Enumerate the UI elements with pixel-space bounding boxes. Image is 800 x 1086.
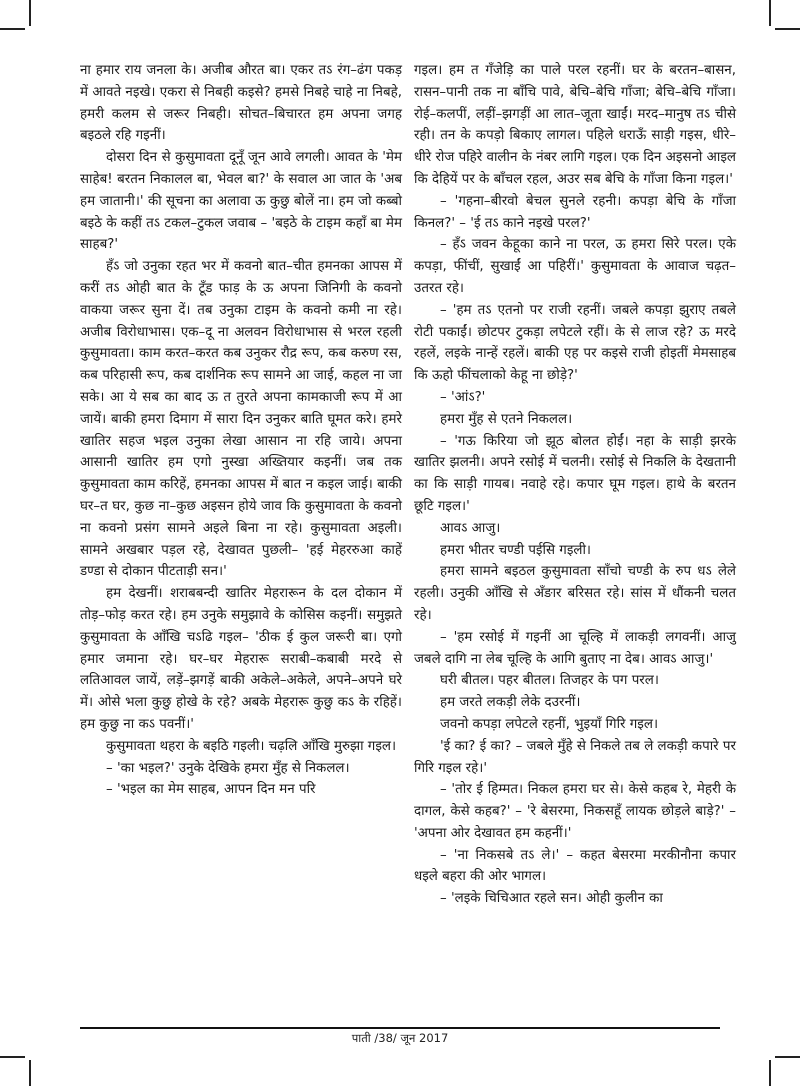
- paragraph: – 'भइल का मेम साहब, आपन दिन मन परि: [106, 782, 316, 798]
- crop-mark: [775, 1056, 800, 1058]
- paragraph: 'ई का? ई का? – जबले मुँहे से निकले तब ले लकड़ी कपारे पर गिरि गइल रहे।': [414, 738, 736, 776]
- paragraph: ना हमार राय जनला के। अजीब औरत बा। एकर तऽ रंग–ढंग पकड़ में आवते नइखे। एकरा से निबही कइसे? हमसे निबहे चाहे ना निबहे, हमरी कलम से जरूर निबही। सोचत–बिचारत हम अपना जगह बइठले रहि गइनीं।: [80, 63, 402, 144]
- crop-mark: [0, 28, 25, 30]
- left-column: [80, 60, 402, 801]
- right-column: [414, 60, 736, 910]
- crop-mark: [0, 1056, 25, 1058]
- paragraph: आवऽ आजु।: [440, 520, 501, 536]
- paragraph: – हँऽ जवन केहूका काने ना परल, ऊ हमरा सिरे परल। एके कपड़ा, फींचीं, सुखाईं आ पहिरीं।' कुसुमावता के आवाज चढ़त–उतरत रहे।: [414, 237, 736, 296]
- paragraph: हमरा मुँह से एतने निकलल।: [440, 411, 573, 427]
- paragraph: हमरा भीतर चण्डी पईसि गइली।: [440, 542, 592, 558]
- footer-rule: [80, 1027, 720, 1029]
- paragraph: गइल। हम त गँजेड़ि का पाले परल रहनीं। घर के बरतन–बासन, रासन–पानी तक ना बाँचि पावे, बेचि–बेचि गाँजा; बेचि–बेचि गाँजा। रोई–कलपीं, लड़ीं–झगड़ीं आ लात–जूता खाईं। मरद–मानुष तऽ चीसे रही। तन के कपड़ो बिकाए लागल। पहिले धराऊँ साड़ी गइस, धीरे–धीरे रोज पहिरे वालीन के नंबर लागि गइल। एक दिन अइसनो आइल कि देहियें पर के बाँचल रहल, अउर सब बेचि के गाँजा किना गइल।': [414, 63, 736, 187]
- paragraph: हमरा सामने बइठल कुसुमावता साँचो चण्डी के रुप धऽ लेले रहली। उनुकी आँखि से अँङार बरिसत रहे। सांस में धौंकनी चलत रहे।: [414, 564, 736, 623]
- paragraph: – 'हम तऽ एतनो पर राजी रहनीं। जबले कपड़ा झुराए तबले रोटी पकाईं। छोटपर टुकड़ा लपेटले रहीं। के से लाज रहे? ऊ मरदे रहलें, लइके नान्हें रहलें। बाकी एह पर कइसे राजी होइतीं मेमसाहब कि ऊहो फींचलाको केहू ना छोड़े?': [414, 302, 736, 384]
- paragraph: हम जरते लकड़ी लेके दउरनीं।: [440, 695, 581, 711]
- crop-mark: [775, 28, 800, 30]
- paragraph: जवनो कपड़ा लपेटले रहनीं, भुइयाँ गिरि गइल।: [440, 716, 659, 732]
- paragraph: – 'हम रसोई में गइनीं आ चूल्हि में लाकड़ी लगवनीं। आजु जबले दागि ना लेब चूल्हि के आगि बुताए ना देब। आवऽ आजु।': [414, 629, 736, 667]
- paragraph: हम देखनीं। शराबबन्दी खातिर मेहरारून के दल दोकान में तोड़–फोड़ करत रहे। हम उनुके समुझावे के कोसिस कइनीं। समुझते कुसुमावता के आँखि चऽढि गइल– 'ठीक ई कुल जरूरी बा। एगो हमार जमाना रहे। घर–घर मेहरारू सराबी–कबाबी मरदे से लतिआवल जायें, लड़ें–झगड़ें बाकी अकेले–अकेले, अपने–अपने घरे में। ओसे भला कुछु होखे के रहे? अबके मेहरारू कुछु कऽ के रहिहें। हम कुछु ना कऽ पवनीं।': [80, 586, 402, 732]
- paragraph: कुसुमावता थहरा के बइठि गइली। चढ़लि आँखि मुरुझा गइल।: [106, 738, 397, 754]
- crop-mark: [769, 1060, 771, 1086]
- crop-mark: [29, 0, 31, 26]
- paragraph: – 'गऊ किरिया जो झूठ बोलत होईं। नहा के साड़ी झरके खातिर झलनी। अपने रसोई में चलनी। रसोई से निकलि के देखतानी का कि साड़ी गायब। नवाहे रहे। कपार घूम गइल। हाथे के बरतन छूटि गइल।': [414, 433, 736, 514]
- crop-mark: [769, 0, 771, 26]
- paragraph: – 'तोर ई हिम्मत। निकल हमरा घर से। केसे कहब रे, मेहरी के दागल, केसे कहब?' – 'रे बेसरमा, निकसहूँ लायक छोड़ले बाड़े?' – 'अपना ओर देखावत हम कहनीं।': [414, 782, 736, 841]
- paragraph: दोसरा दिन से कुसुमावता दूनूँ जून आवे लगली। आवत के 'मेम साहेब! बरतन निकालल बा, भेवल बा?' के सवाल आ जात के 'अब हम जातानी।' की सूचना का अलावा ऊ कुछु बोलें ना। हम जो कब्बो बइठे के कहीं तऽ टकल–टुकल जवाब – 'बइठे के टाइम कहाँ बा मेम साहब?': [80, 150, 402, 253]
- paragraph: – 'का भइल?' उनुके देखिके हमरा मुँह से निकलल।: [106, 760, 350, 776]
- paragraph: – 'ना निकसबे तऽ ले।' – कहत बेसरमा मरकीनौना कपार धइले बहरा की ओर भागल।: [414, 847, 736, 885]
- paragraph: हँऽ जो उनुका रहत भर में कवनो बात–चीत हमनका आपस में करीं तऽ ओही बात के टूँड फाड़ के ऊ अपना जिनिगी के कवनो वाकया जरूर सुना दें। तब उनुका टाइम के कवनो कमी ना रहे। अजीब विरोधाभास। एक–दू ना अलवन विरोधाभास से भरल रहली कुसुमावता। काम करत–करत कब उनुकर रौद्र रूप, कब करुण रस, कब परिहासी रूप, कब दार्शनिक रूप सामने आ जाई, कहल ना जा सके। आ ये सब का बाद ऊ त तुरते अपना कामकाजी रूप में आ जायें। बाकी हमरा दिमाग में सारा दिन उनुकर बाति घूमत करे। हमरे खातिर सहज भइल उनुका लेखा आसान ना रहि जाये। अपना आसानी खातिर हम एगो नुस्खा अख्तियार कइनीं। जब तक कुसुमावता काम करिहें, हमनका आपस में बात न कइल जाई। बाकी घर–त घर, कुछ ना–कुछ अइसन होये जाव कि कुसुमावता के कवनो ना कवनो प्रसंग सामने अइले बिना ना रहे। कुसुमावता अइली। सामने अखबार पड़ल रहे, देखावत पुछली– 'हई मेहररुआ काहें डण्डा से दोकान पीटताड़ी सन।': [80, 259, 402, 580]
- crop-mark: [29, 1060, 31, 1086]
- page-footer: पाती /38/ जून 2017: [351, 1031, 449, 1045]
- paragraph: घरी बीतल। पहर बीतल। तिजहर के पग परल।: [440, 673, 659, 689]
- paragraph: – 'लइके चिचिआत रहले सन। ओही कुलीन का: [440, 891, 663, 907]
- paragraph: – 'गहना–बीरवो बेचल सुनले रहनी। कपड़ा बेचि के गाँजा किनल?' – 'ई तऽ काने नइखे परल?': [414, 193, 736, 231]
- paragraph: – 'आंऽ?': [440, 389, 486, 405]
